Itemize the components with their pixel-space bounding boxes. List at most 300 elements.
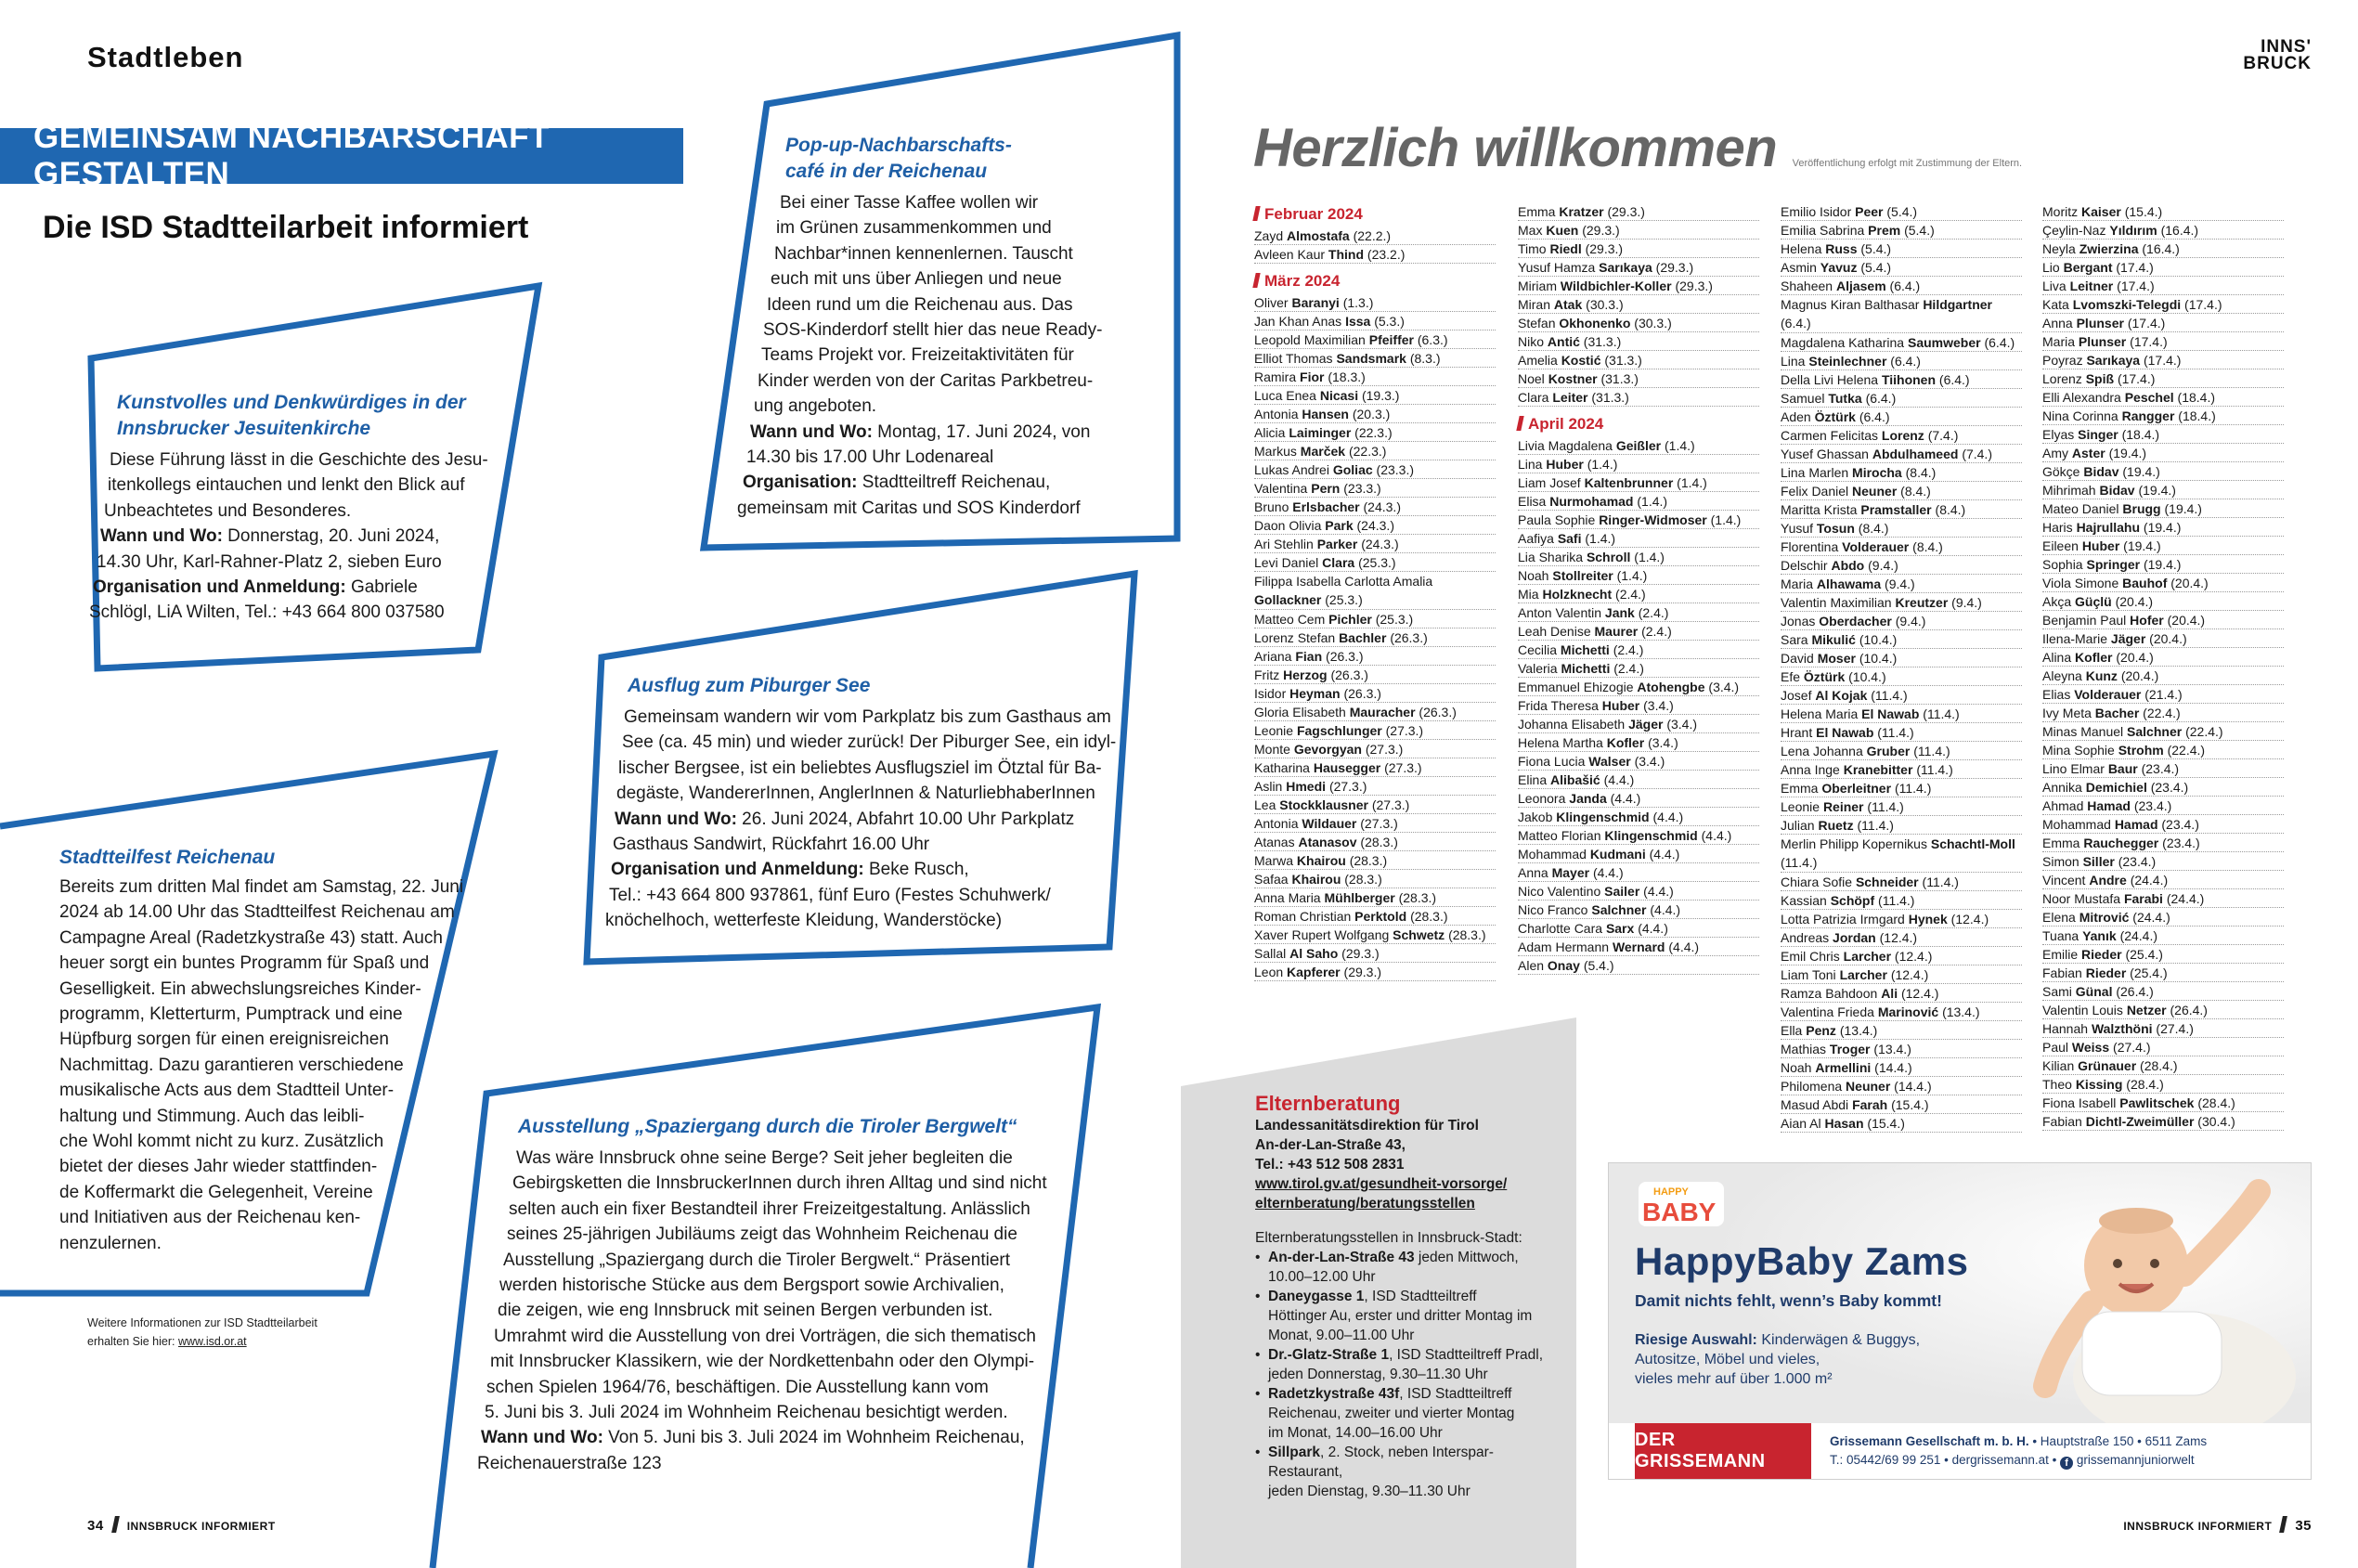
birth-date: (6.3.) xyxy=(1417,332,1448,347)
birth-date: (8.4.) xyxy=(1858,521,1889,536)
first-names: Matteo Cem xyxy=(1254,612,1326,627)
name-entry xyxy=(1518,752,1759,771)
name-entry xyxy=(1254,386,1496,405)
name-entry xyxy=(1781,445,2022,463)
birth-date: (25.3.) xyxy=(1325,592,1363,607)
surname: Klingenschmid xyxy=(1556,810,1650,824)
surname: Strohm xyxy=(2118,743,2164,758)
birth-date: (17.4.) xyxy=(2117,279,2155,293)
birth-date: (11.4.) xyxy=(1781,855,1818,870)
location-detail: , ISD Stadtteiltreff xyxy=(1364,1289,1477,1304)
birth-date: (26.4.) xyxy=(2116,984,2154,999)
birth-date: (4.4.) xyxy=(1701,828,1732,843)
name-entry xyxy=(2042,332,2284,351)
name-entry xyxy=(1518,863,1759,882)
first-names: Daon Olivia xyxy=(1254,518,1322,533)
birth-date: (22.3.) xyxy=(1354,425,1393,440)
first-names: Emil Chris xyxy=(1781,949,1840,964)
birth-date: (19.4.) xyxy=(2123,538,2161,553)
body-line: musikalische Acts aus dem Stadtteil Unter- xyxy=(59,1081,395,1101)
first-names: Emilia Sabrina xyxy=(1781,223,1865,238)
surname: Saumweber xyxy=(1908,335,1981,350)
first-names: Aslin xyxy=(1254,779,1283,794)
name-entry xyxy=(2042,1001,2284,1019)
name-entry xyxy=(2042,499,2284,518)
surname: Parker xyxy=(1316,537,1358,551)
surname: Bidav xyxy=(2083,464,2119,479)
first-names: Çeylin-Naz xyxy=(2042,223,2106,238)
surname: Brugg xyxy=(2122,501,2161,516)
surname: Khairou xyxy=(1291,872,1341,887)
body-line: degäste, WandererInnen, AnglerInnen & NaturliebhaberInnen xyxy=(616,784,1095,804)
surname: Nicasi xyxy=(1319,388,1359,403)
location-name: Sillpark xyxy=(1268,1445,1320,1460)
birth-date: (8.4.) xyxy=(1935,502,1966,517)
birth-date: (4.4.) xyxy=(1652,810,1684,824)
first-names: Lotta Patrizia Irmgard xyxy=(1781,912,1905,927)
card-title-line: Innsbrucker Jesuitenkirche xyxy=(117,418,371,439)
when-label: Wann und Wo: xyxy=(481,1428,603,1448)
surname: Issa xyxy=(1345,314,1371,329)
birth-date: (20.3.) xyxy=(1352,407,1391,421)
birth-date: (12.4.) xyxy=(1894,949,1933,964)
card-title-line: Kunstvolles und Denkwürdiges in der xyxy=(117,392,466,413)
surname: Goliac xyxy=(1332,462,1373,477)
name-entry xyxy=(1518,585,1759,603)
body-line: lischer Bergsee, ist ein beliebtes Ausflugsziel im Ötztal für Ba- xyxy=(618,758,1102,778)
name-entry xyxy=(1254,572,1496,610)
birth-date: (11.4.) xyxy=(1878,893,1915,908)
happybaby-ad[interactable] xyxy=(1608,1162,2312,1480)
location-detail-line: im Monat, 14.00–16.00 Uhr xyxy=(1268,1425,1443,1441)
org-line xyxy=(93,575,527,600)
name-entry xyxy=(2042,277,2284,295)
logo-happy: HAPPY xyxy=(1653,1186,1689,1198)
birth-date: (2.4.) xyxy=(1615,587,1646,602)
first-names: Yusef Ghassan xyxy=(1781,447,1869,461)
name-entry xyxy=(1518,733,1759,752)
name-entry xyxy=(1781,1021,2022,1040)
birth-date: (4.4.) xyxy=(1650,902,1681,917)
page-footer-right xyxy=(2123,1516,2312,1534)
first-names: Emilie xyxy=(2042,947,2079,962)
name-entry xyxy=(1781,333,2022,352)
first-names: Lino Elmar xyxy=(2042,761,2105,776)
birth-date: (20.4.) xyxy=(2170,576,2209,590)
when-line xyxy=(737,420,1146,445)
birth-date: (10.4.) xyxy=(1859,651,1898,666)
first-names: Bruno xyxy=(1254,499,1289,514)
birth-date: (22.4.) xyxy=(2143,706,2181,720)
surname: Abdulhameed xyxy=(1872,447,1959,461)
link-line[interactable]: elternberatung/beratungsstellen xyxy=(1255,1196,1475,1212)
name-entry xyxy=(1781,928,2022,947)
surname: Kofler xyxy=(2075,650,2113,665)
surname: Yavuz xyxy=(1820,260,1858,275)
name-entry xyxy=(1254,777,1496,796)
first-names: Nina Corinna xyxy=(2042,408,2118,423)
name-entry xyxy=(1254,498,1496,516)
name-entry xyxy=(1781,593,2022,612)
birth-date: (3.4.) xyxy=(1634,754,1665,769)
birth-date: (20.4.) xyxy=(2120,668,2159,683)
name-entry xyxy=(1518,956,1759,975)
birth-date: (1.3.) xyxy=(1342,295,1374,310)
name-entry xyxy=(1518,202,1759,221)
body-line: Gemeinsam wandern wir vom Parkplatz bis zum Gasthaus am xyxy=(624,707,1111,727)
surname: Onay xyxy=(1547,958,1580,973)
surname: Bidav xyxy=(2099,483,2135,498)
first-names: Lorenz xyxy=(2042,371,2082,386)
footnote-text: erhalten Sie hier: xyxy=(87,1335,178,1348)
elternberatung-link[interactable] xyxy=(1255,1174,1561,1213)
surname: El Nawab xyxy=(1816,725,1874,740)
birth-date: (29.3.) xyxy=(1341,946,1380,961)
birth-date: (5.4.) xyxy=(1886,204,1918,219)
body-line: 5. Juni bis 3. Juli 2024 im Wohnheim Reichenau besichtigt werden. xyxy=(485,1403,1008,1423)
isd-link[interactable]: www.isd.or.at xyxy=(177,1335,247,1348)
birth-date: (26.3.) xyxy=(1390,630,1428,645)
name-entry xyxy=(1518,388,1759,407)
first-names: Leah Denise xyxy=(1518,624,1591,639)
name-entry xyxy=(1518,789,1759,808)
birth-date: (17.4.) xyxy=(2116,260,2154,275)
birth-date: (8.4.) xyxy=(1912,539,1943,554)
first-names: Elena xyxy=(2042,910,2076,925)
surname: Farah xyxy=(1852,1097,1888,1112)
birth-date: (28.3.) xyxy=(1448,927,1486,942)
surname: Singer xyxy=(2078,427,2118,442)
first-names: Mihrimah xyxy=(2042,483,2096,498)
first-names: Stefan xyxy=(1518,316,1556,330)
first-names: Merlin Philipp Kopernikus xyxy=(1781,836,1927,851)
birth-date: (28.3.) xyxy=(1360,835,1398,849)
birth-date: (26.4.) xyxy=(2170,1003,2208,1017)
birth-date: (22.4.) xyxy=(2167,743,2206,758)
name-entry xyxy=(2042,908,2284,927)
first-names: Noor Mustafa xyxy=(2042,891,2121,906)
body-line: heuer sorgt ein buntes Programm für Spaß und xyxy=(59,953,430,974)
name-entry xyxy=(1518,548,1759,566)
surname: Peer xyxy=(1855,204,1884,219)
first-names: Lukas Andrei xyxy=(1254,462,1329,477)
first-names: Elias xyxy=(2042,687,2071,702)
facebook-icon[interactable]: f xyxy=(2060,1457,2073,1470)
name-entry xyxy=(1254,479,1496,498)
birth-date: (19.4.) xyxy=(2108,446,2147,460)
when-value: Reichenauerstraße 123 xyxy=(477,1453,662,1473)
name-entry xyxy=(1254,963,1496,981)
first-names: Valentin Louis xyxy=(2042,1003,2123,1017)
birth-date: (17.4.) xyxy=(2143,353,2182,368)
first-names: Cecilia xyxy=(1518,642,1558,657)
first-names: Lina xyxy=(1781,354,1806,369)
name-entry xyxy=(1518,436,1759,455)
name-entry xyxy=(2042,685,2284,704)
surname: Schwetz xyxy=(1393,927,1445,942)
first-names: Frida Theresa xyxy=(1518,698,1599,713)
location-item xyxy=(1255,1287,1561,1345)
surname: Salchner xyxy=(1591,902,1647,917)
first-names: Livia Magdalena xyxy=(1518,438,1613,453)
birth-date: (17.4.) xyxy=(2127,316,2166,330)
social-handle[interactable]: grissemannjuniorwelt xyxy=(2076,1453,2195,1467)
body-line: 2024 ab 14.00 Uhr das Stadtteilfest Reichenau am xyxy=(59,902,455,923)
org-line xyxy=(737,470,1146,495)
first-names: Ariana xyxy=(1254,649,1292,664)
location-detail-line: jeden Donnerstag, 9.30–11.30 Uhr xyxy=(1268,1367,1488,1382)
first-names: Markus xyxy=(1254,444,1297,459)
first-names: Ari Stehlin xyxy=(1254,537,1314,551)
name-entry xyxy=(1518,455,1759,473)
when-line xyxy=(473,1425,1086,1450)
name-entry xyxy=(1254,870,1496,888)
when-value: Von 5. Juni bis 3. Juli 2024 im Wohnheim Reichenau, xyxy=(602,1428,1025,1448)
birth-date: (30.3.) xyxy=(1586,297,1624,312)
name-entry xyxy=(1518,845,1759,863)
birth-date: (7.4.) xyxy=(1927,428,1959,443)
name-entry xyxy=(1518,603,1759,622)
birth-date: (31.3.) xyxy=(1604,353,1642,368)
first-names: Neyla xyxy=(2042,241,2076,256)
name-entry xyxy=(1518,295,1759,314)
first-names: Fiona Lucia xyxy=(1518,754,1586,769)
first-names: Noah xyxy=(1518,568,1549,583)
first-names: Jonas xyxy=(1781,614,1816,628)
name-entry xyxy=(1254,368,1496,386)
first-names: Anna xyxy=(1518,865,1548,880)
surname: Plunser xyxy=(2078,334,2127,349)
surname: Kaltenbrunner xyxy=(1584,475,1674,490)
birth-date: (15.4.) xyxy=(1891,1097,1929,1112)
link-line[interactable]: www.tirol.gv.at/gesundheit-vorsorge/ xyxy=(1255,1176,1508,1192)
body-line: See (ca. 45 min) und wieder zurück! Der Piburger See, ein idyl- xyxy=(622,732,1117,753)
first-names: Liva xyxy=(2042,279,2066,293)
name-entry xyxy=(1781,1040,2022,1058)
surname: Bergant xyxy=(2063,260,2113,275)
logo-line: INNS' xyxy=(2261,37,2312,57)
first-names: Valeria xyxy=(1518,661,1558,676)
name-entry xyxy=(2042,927,2284,945)
surname: Hildgartner xyxy=(1923,297,1992,312)
name-entry xyxy=(1254,610,1496,628)
body-line: die zeigen, wie eng Innsbruck mit seinen Bergen verbunden ist. xyxy=(498,1301,993,1321)
happybaby-logo xyxy=(1639,1182,1724,1226)
birth-date: (29.3.) xyxy=(1585,241,1624,256)
first-names: Josef xyxy=(1781,688,1812,703)
body-line: itenkollegs eintauchen und lenkt den Blick auf xyxy=(108,475,465,496)
name-entry xyxy=(1518,715,1759,733)
name-entry xyxy=(1781,835,2022,873)
first-names: Della Livi Helena xyxy=(1781,372,1879,387)
birth-date: (2.4.) xyxy=(1638,605,1669,620)
name-entry xyxy=(1254,888,1496,907)
birth-date: (11.4.) xyxy=(1877,725,1914,740)
name-entry xyxy=(2042,369,2284,388)
body-line: programm, Kletterturm, Pumptrack und eine xyxy=(59,1004,403,1025)
innsbruck-logo xyxy=(2243,39,2312,72)
surname: Gruber xyxy=(1866,744,1911,758)
first-names: Ivy Meta xyxy=(2042,706,2092,720)
org-value: Tel.: +43 664 800 937861, fünf Euro (Festes Schuhwerk/ xyxy=(609,885,1051,905)
name-entry xyxy=(1518,826,1759,845)
surname: Andre xyxy=(2089,873,2127,888)
birth-date: (10.4.) xyxy=(1848,669,1886,684)
birth-date: (28.4.) xyxy=(2197,1095,2235,1110)
surname: Netzer xyxy=(2126,1003,2167,1017)
name-entry xyxy=(2042,481,2284,499)
name-entry xyxy=(2042,258,2284,277)
name-entry xyxy=(2042,1094,2284,1112)
first-names: Anton Valentin xyxy=(1518,605,1602,620)
name-entry xyxy=(2042,815,2284,834)
birth-date: (11.4.) xyxy=(1913,744,1950,758)
surname: Pern xyxy=(1311,481,1341,496)
first-names: Filippa Isabella Carlotta Amalia xyxy=(1254,574,1433,589)
name-entry xyxy=(1518,808,1759,826)
first-names: Mathias xyxy=(1781,1042,1827,1056)
location-item xyxy=(1255,1443,1561,1501)
location-name: An-der-Lan-Straße 43 xyxy=(1268,1250,1415,1265)
birth-date: (29.3.) xyxy=(1582,223,1620,238)
first-names: Ramira xyxy=(1254,369,1297,384)
surname: Reiner xyxy=(1822,799,1864,814)
name-entry xyxy=(1518,938,1759,956)
first-names: Anna xyxy=(2042,316,2073,330)
surname: Gollackner xyxy=(1254,592,1322,607)
name-entry xyxy=(1518,641,1759,659)
first-names: Avleen Kaur xyxy=(1254,247,1326,262)
birth-date: (1.4.) xyxy=(1585,531,1616,546)
surname: Oberleitner xyxy=(1821,781,1892,796)
birth-date: (8.4.) xyxy=(1900,484,1931,499)
name-entry xyxy=(1781,352,2022,370)
birth-date: (4.4.) xyxy=(1638,921,1668,936)
name-entry xyxy=(1781,891,2022,910)
name-entry xyxy=(2042,462,2284,481)
first-names: Noah xyxy=(1781,1060,1812,1075)
first-names: Yusuf Hamza xyxy=(1518,260,1596,275)
address-line: Landessanitätsdirektion für Tirol xyxy=(1255,1118,1479,1134)
card-ausstellung xyxy=(473,1114,1086,1476)
when-line xyxy=(605,807,1107,832)
name-entry xyxy=(2042,778,2284,797)
name-entry xyxy=(1781,538,2022,556)
first-names: Timo xyxy=(1518,241,1547,256)
name-entry xyxy=(1518,678,1759,696)
name-entry xyxy=(1254,227,1496,245)
first-names: Viola Simone xyxy=(2042,576,2119,590)
birth-date: (25.3.) xyxy=(1375,612,1414,627)
name-entry xyxy=(1254,814,1496,833)
ad-subtitle: Damit nichts fehlt, wenn’s Baby kommt! xyxy=(1635,1291,1942,1310)
surname: Kudmani xyxy=(1589,847,1646,862)
org-value: Beke Rusch, xyxy=(863,860,969,880)
surname: Rauchegger xyxy=(2083,836,2159,850)
birth-date: (24.3.) xyxy=(1361,537,1399,551)
name-entry xyxy=(1781,1114,2022,1133)
footer-label: INNSBRUCK INFORMIERT xyxy=(126,1520,276,1533)
name-entry xyxy=(1781,742,2022,760)
location-detail-line: Höttinger Au, erster und dritter Montag im xyxy=(1268,1308,1533,1324)
page-number: 34 xyxy=(87,1518,104,1534)
name-entry xyxy=(1254,312,1496,330)
location-item xyxy=(1255,1248,1561,1287)
name-entry xyxy=(1518,351,1759,369)
first-names: Maritta Krista xyxy=(1781,502,1858,517)
surname: Rangger xyxy=(2121,408,2175,423)
surname: Marček xyxy=(1300,444,1346,459)
body-line: Gebirgsketten die InnsbruckerInnen durch ihren Alltag und sind nicht xyxy=(512,1173,1047,1194)
surname: Perktold xyxy=(1354,909,1407,924)
birth-date: (4.4.) xyxy=(1649,847,1680,862)
month-label: April 2024 xyxy=(1528,415,1604,433)
name-entry xyxy=(2042,295,2284,314)
ad-contact-line xyxy=(1830,1451,2207,1470)
first-names: Alicia xyxy=(1254,425,1286,440)
name-entry xyxy=(1518,622,1759,641)
contact-info: T.: 05442/69 99 251 • dergrissemann.at • xyxy=(1830,1453,2061,1467)
name-entry xyxy=(2042,444,2284,462)
surname: Pfeiffer xyxy=(1368,332,1414,347)
elternberatung-address xyxy=(1255,1116,1561,1174)
body-line: ung angeboten. xyxy=(754,396,877,417)
name-entry xyxy=(2042,964,2284,982)
month-marker xyxy=(1516,416,1523,431)
name-entry xyxy=(1781,482,2022,500)
first-names: Valentin Maximilian xyxy=(1781,595,1892,610)
surname: Herzog xyxy=(1283,667,1328,682)
birth-date: (26.3.) xyxy=(1326,649,1364,664)
first-names: Magnus Kiran Balthasar xyxy=(1781,297,1920,312)
birth-date: (5.4.) xyxy=(1860,260,1892,275)
birth-date: (17.4.) xyxy=(2130,334,2168,349)
name-entry xyxy=(1254,796,1496,814)
first-names: Vincent xyxy=(2042,873,2086,888)
location-item xyxy=(1255,1345,1561,1384)
first-names: Liam Josef xyxy=(1518,475,1581,490)
birth-date: (4.4.) xyxy=(1668,940,1700,954)
name-entry xyxy=(1254,758,1496,777)
surname: Larcher xyxy=(1839,967,1887,982)
first-names: Carmen Felicitas xyxy=(1781,428,1879,443)
first-names: Nico Franco xyxy=(1518,902,1588,917)
month-heading xyxy=(1254,202,1496,227)
birth-date: (14.4.) xyxy=(1894,1079,1932,1094)
surname: Ruetz xyxy=(1818,818,1854,833)
birth-date: (14.4.) xyxy=(1874,1060,1912,1075)
first-names: Leonie xyxy=(1781,799,1820,814)
body-line: Teams Projekt vor. Freizeitaktivitäten für xyxy=(761,345,1074,366)
name-entry xyxy=(1781,667,2022,686)
first-names: Leonora xyxy=(1518,791,1566,806)
first-names: Anna Maria xyxy=(1254,890,1321,905)
birth-date: (24.3.) xyxy=(1356,518,1394,533)
org-line xyxy=(605,857,1107,882)
birth-date: (26.3.) xyxy=(1343,686,1381,701)
body-line: SOS-Kinderdorf stellt hier das neue Ready- xyxy=(763,320,1103,341)
birth-date: (21.4.) xyxy=(2144,687,2183,702)
card-title xyxy=(785,133,1146,185)
month-heading xyxy=(1518,412,1759,436)
birth-date: (6.4.) xyxy=(1890,354,1921,369)
birth-date: (12.4.) xyxy=(1890,967,1929,982)
first-names: Leopold Maximilian xyxy=(1254,332,1366,347)
body-line: euch mit uns über Anliegen und neue xyxy=(771,269,1062,290)
first-names: Niko xyxy=(1518,334,1545,349)
surname: Khairou xyxy=(1296,853,1346,868)
surname: Walzthöni xyxy=(2091,1021,2153,1036)
